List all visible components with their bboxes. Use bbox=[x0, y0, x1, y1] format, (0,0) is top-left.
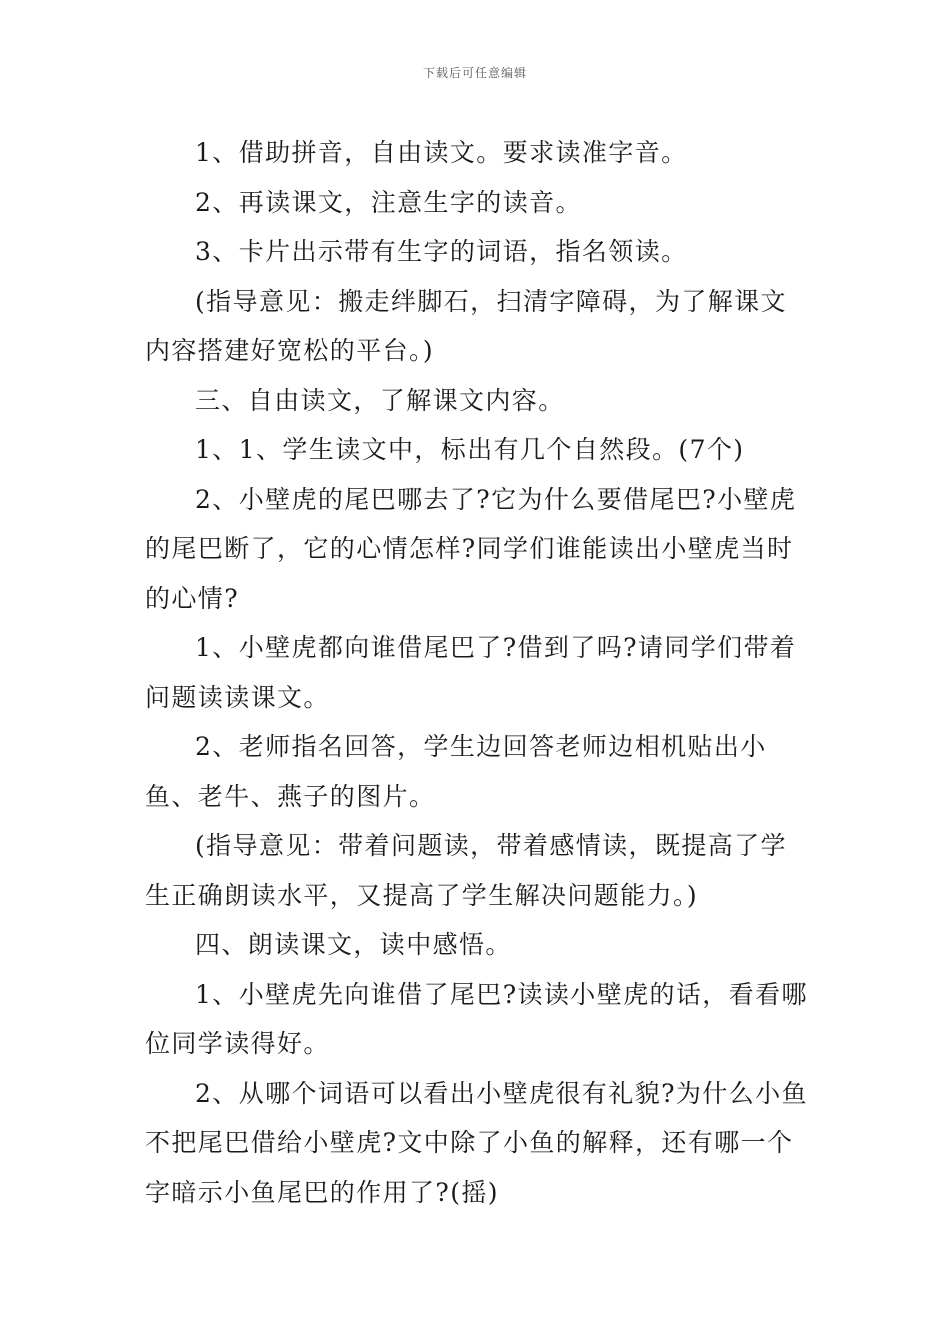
paragraph-7: 2、老师指名回答，学生边回答老师边相机贴出小鱼、老牛、燕子的图片。 bbox=[145, 732, 767, 811]
paragraph-3: 3、卡片出示带有生字的词语，指名领读。 bbox=[195, 237, 688, 266]
page-header-note: 下载后可任意编辑 bbox=[422, 66, 527, 80]
paragraph-4: 1、1、学生读文中，标出有几个自然段。(7个) bbox=[195, 435, 745, 464]
section-heading-3: 三、自由读文，了解课文内容。 bbox=[195, 385, 565, 415]
section-heading-4: 四、朗读课文，读中感悟。 bbox=[195, 930, 512, 959]
paragraph-1: 1、借助拼音，自由读文。要求读准字音。 bbox=[195, 138, 688, 167]
paragraph-2: 2、再读课文，注意生字的读音。 bbox=[195, 187, 582, 217]
guidance-note-2: (指导意见：带着问题读，带着感情读，既提高了学生正确朗读水平，又提高了学生解决问题能力。) bbox=[145, 831, 787, 910]
document-body bbox=[145, 128, 810, 1217]
guidance-note-1: (指导意见：搬走绊脚石，扫清字障碍，为了解课文内容搭建好宽松的平台。) bbox=[145, 286, 787, 365]
paragraph-6: 1、小壁虎都向谁借尾巴了?借到了吗?请同学们带着问题读读课文。 bbox=[145, 633, 797, 712]
paragraph-5: 2、小壁虎的尾巴哪去了?它为什么要借尾巴?小壁虎的尾巴断了，它的心情怎样?同学们谁能读出小壁虎当时的心情? bbox=[145, 484, 797, 613]
paragraph-8: 1、小壁虎先向谁借了尾巴?读读小壁虎的话，看看哪位同学读得好。 bbox=[145, 979, 808, 1058]
paragraph-9: 2、从哪个词语可以看出小壁虎很有礼貌?为什么小鱼不把尾巴借给小壁虎?文中除了小鱼的解释，还有哪一个字暗示小鱼尾巴的作用了?(摇) bbox=[145, 1078, 808, 1207]
